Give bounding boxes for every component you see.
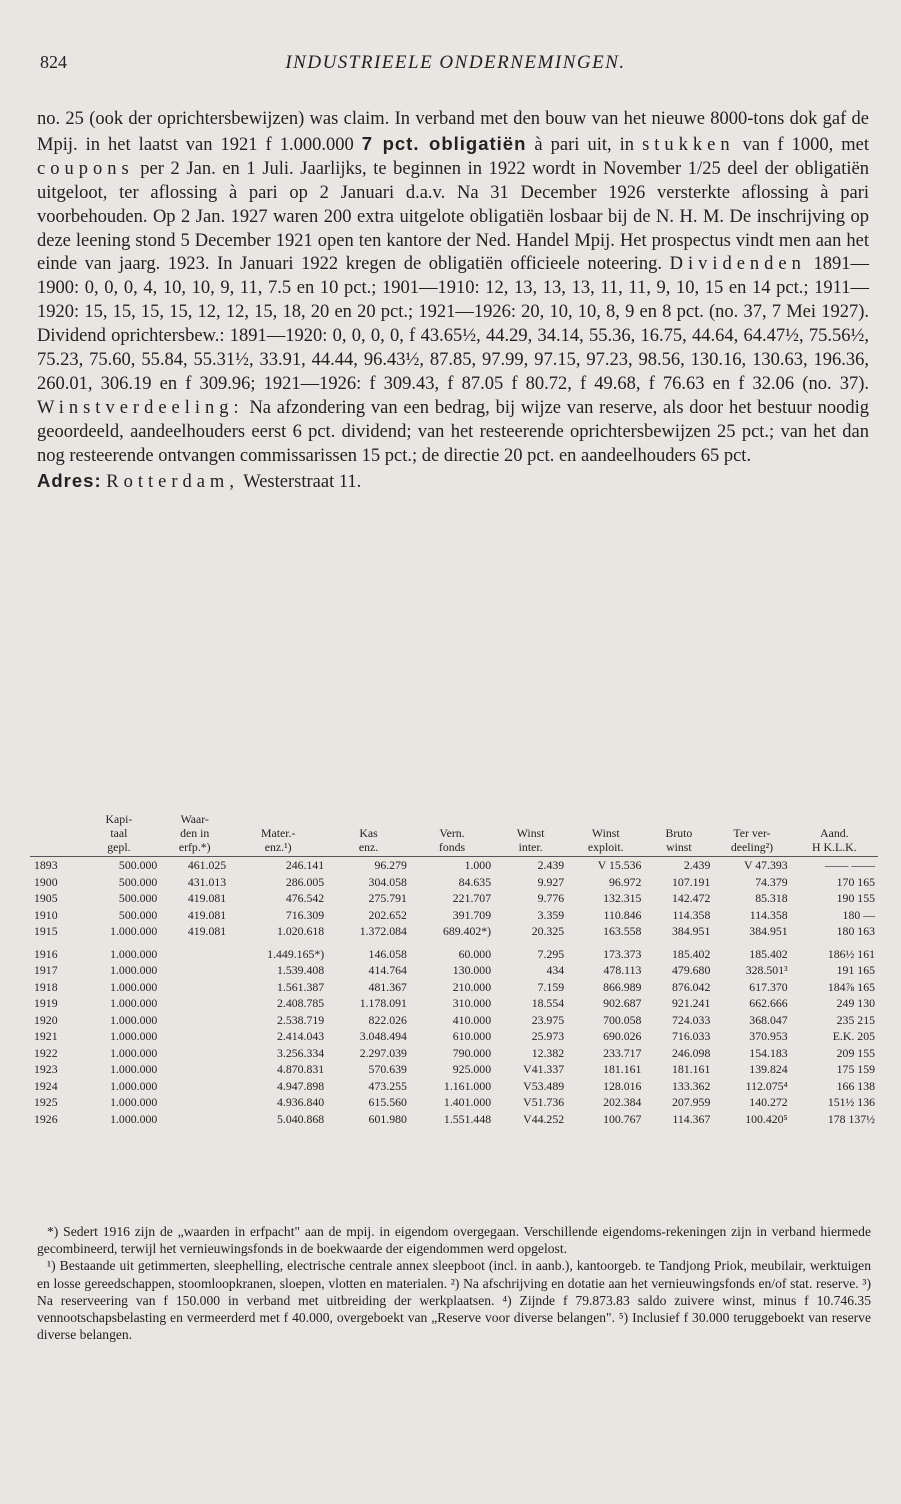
text-segment: per 2 Jan. en 1 Juli. Jaarlijks, te beginnen in 1922 wordt in November 1/25 deel der obligatiën uitgeloot, ter aflossing à pari op 2 Januari d.a.v. Na 31 December 1926 versterkte aflossing à pari voorbehouden. Op 2 Jan. 1927 waren 200 extra uitgelote obligatiën losbaar bij de N. H. M. De inschrijving op deze leening stond 5 December 1921 open ten kantore der Ned. Handel Mpij. Het prospectus vindt men aan het einde van jaarg. 1923. In Januari 1922 kregen de obligatiën officieele noteering. bbox=[37, 158, 869, 275]
table-cell: 700.058 bbox=[603, 1012, 642, 1027]
table-cell: 100.767 bbox=[603, 1111, 642, 1126]
column-header: H K.L.K. bbox=[791, 840, 878, 857]
table-cell: 178 137½ bbox=[827, 1111, 875, 1126]
table-cell bbox=[160, 995, 229, 1012]
table-cell: 419.081 bbox=[187, 891, 227, 906]
table-cell: 207.959 bbox=[672, 1095, 711, 1110]
table-cell: 112.075⁴ bbox=[745, 1078, 788, 1093]
table-cell bbox=[160, 1078, 229, 1095]
table-cell: 500.000 bbox=[118, 907, 158, 922]
table-row bbox=[30, 979, 878, 996]
table-cell: 107.191 bbox=[672, 874, 711, 889]
column-header: Winst bbox=[591, 826, 620, 840]
table-cell: 210.000 bbox=[452, 979, 492, 994]
column-header: Kapi- bbox=[105, 812, 133, 826]
table-cell: 790.000 bbox=[452, 1045, 492, 1060]
address-city: Rotterdam, bbox=[106, 471, 239, 492]
year-cell: 1920 bbox=[34, 1012, 58, 1027]
table-cell: 689.402*) bbox=[442, 924, 492, 939]
table-cell: 190 155 bbox=[836, 891, 875, 906]
table-cell: 1.000.000 bbox=[110, 1111, 158, 1126]
table-cell: 866.989 bbox=[603, 979, 642, 994]
footnotes bbox=[37, 1223, 871, 1343]
table-cell: 154.183 bbox=[749, 1045, 788, 1060]
table-cell: 7.159 bbox=[537, 979, 565, 994]
text-segment: 1891—1900: 0, 0, 0, 4, 10, 10, 9, 11, 7.5 en 10 pct.; 1901—1910: 12, 13, 13, 13, 11, 11, 9, 10, 15 en 14 pct.; 1911—1920: 15, 15, 15, 15, 12, 12, 15, 18, 20 en 20 pct.; 1921—1926: 20, 10, 10, 8, 9 en 8 pct. (no. 37, 7 Mei 1927). Dividend oprichtersbew.: 1891—1920: 0, 0, 0, 0, f 43.65½, 44.29, 34.14, 55.36, 16.75, 44.64, 64.47½, 75.56½, 75.23, 75.60, 55.84, 55.31½, 33.91, 44.44, 96.43½, 87.85, 97.99, 97.15, 97.23, 98.56, 130.16, 130.63, 196.36, 260.01, 306.19 en f 309.96; 1921—1926: f 309.43, f 87.05 f 80.72, f 49.68, f 76.63 en f 32.06 (no. 37). bbox=[37, 254, 869, 394]
table-header-row bbox=[30, 812, 878, 826]
footnote: *) Sedert 1916 zijn de „waarden in erfpacht" aan de mpij. in eigendom overgegaan. Verschillende eigendoms-rekeningen zijn in verband hiermede gecombineerd, terwijl het vernieuwingsfonds in de boekwaarde der eigendommen werd opgelost. bbox=[37, 1224, 871, 1257]
table-header bbox=[30, 812, 878, 857]
table-cell: 3.359 bbox=[537, 907, 565, 922]
table-header-row bbox=[30, 840, 878, 857]
table-cell: 419.081 bbox=[187, 907, 227, 922]
column-header bbox=[791, 812, 878, 826]
table-cell: 142.472 bbox=[672, 891, 711, 906]
table-cell: 1.000.000 bbox=[110, 1012, 158, 1027]
address-line bbox=[37, 469, 869, 495]
column-header bbox=[327, 812, 410, 826]
table-cell: 479.680 bbox=[672, 963, 711, 978]
table-cell: 481.367 bbox=[368, 979, 407, 994]
table-cell: 235 215 bbox=[836, 1012, 875, 1027]
table-cell: 128.016 bbox=[603, 1078, 642, 1093]
table-cell: 180 — bbox=[842, 907, 875, 922]
table-cell: 60.000 bbox=[458, 946, 492, 961]
table-cell: 473.255 bbox=[368, 1078, 407, 1093]
table-cell: —— —— bbox=[824, 858, 875, 873]
table-cell: 1.000.000 bbox=[110, 963, 158, 978]
table-cell: 233.717 bbox=[603, 1045, 642, 1060]
table-cell: 2.408.785 bbox=[277, 996, 325, 1011]
table-cell: 1.401.000 bbox=[443, 1095, 492, 1110]
table-cell: V41.337 bbox=[523, 1062, 565, 1077]
year-cell: 1917 bbox=[34, 963, 58, 978]
table-row bbox=[30, 1094, 878, 1111]
table-cell: 2.297.039 bbox=[359, 1045, 407, 1060]
table-cell: 180 163 bbox=[836, 924, 875, 939]
year-cell: 1923 bbox=[34, 1062, 58, 1077]
table-cell: 601.980 bbox=[368, 1111, 407, 1126]
table-cell: 304.058 bbox=[368, 874, 407, 889]
winstverdeeling-heading: Winstverdeeling: bbox=[37, 397, 244, 418]
table-cell: 139.824 bbox=[749, 1062, 788, 1077]
table-cell: 384.951 bbox=[672, 924, 711, 939]
table-cell: 133.362 bbox=[672, 1078, 711, 1093]
table-cell bbox=[160, 1094, 229, 1111]
table-cell: 173.373 bbox=[603, 946, 642, 961]
column-header bbox=[229, 812, 327, 826]
table-cell: 1.372.084 bbox=[359, 924, 407, 939]
table-cell: 1.000.000 bbox=[110, 1062, 158, 1077]
table-row bbox=[30, 962, 878, 979]
page-header bbox=[40, 52, 871, 82]
table-cell: 1.000.000 bbox=[110, 1029, 158, 1044]
table-cell: 3.256.334 bbox=[277, 1045, 325, 1060]
table-cell: 391.709 bbox=[452, 907, 492, 922]
column-header: enz.¹) bbox=[229, 840, 327, 857]
table-cell: 18.554 bbox=[531, 996, 565, 1011]
table-row bbox=[30, 1078, 878, 1095]
column-header bbox=[644, 812, 713, 826]
table-cell: 181.161 bbox=[603, 1062, 642, 1077]
column-header bbox=[567, 812, 644, 826]
text-segment: Na afzondering van een bedrag, bij wijze van reserve, als door het bestuur noodig geoordeeld, aandeelhouders eerst 6 pct. dividend; van het resteerende oprichtersbewijzen 25 pct.; van het dan nog resteerende ontvangen commissarissen 15 pct.; de directie 20 pct. en aandeelhouders 65 pct. bbox=[37, 397, 869, 466]
column-header: Winst bbox=[516, 826, 545, 840]
table-cell: 12.382 bbox=[531, 1045, 565, 1060]
table-cell: V51.736 bbox=[523, 1095, 565, 1110]
table-row bbox=[30, 1061, 878, 1078]
table-cell: 478.113 bbox=[603, 963, 642, 978]
dividenden-heading: Dividenden bbox=[669, 254, 806, 275]
table-row bbox=[30, 857, 878, 874]
table-cell: 186½ 161 bbox=[827, 946, 875, 961]
column-header: exploit. bbox=[567, 840, 644, 857]
address-street: Westerstraat 11. bbox=[238, 471, 362, 492]
table-cell: 431.013 bbox=[187, 874, 227, 889]
table-cell: 202.384 bbox=[603, 1095, 642, 1110]
year-cell: 1910 bbox=[34, 907, 58, 922]
table-cell: 610.000 bbox=[452, 1029, 492, 1044]
table-cell: E.K. 205 bbox=[832, 1029, 875, 1044]
table-cell: 921.241 bbox=[672, 996, 711, 1011]
table-cell: 166 138 bbox=[836, 1078, 875, 1093]
column-header: taal bbox=[110, 826, 128, 840]
column-header: den in bbox=[180, 826, 210, 840]
year-cell: 1918 bbox=[34, 979, 58, 994]
table-cell: 414.764 bbox=[368, 963, 407, 978]
table-cell: 370.953 bbox=[749, 1029, 788, 1044]
table-cell: 410.000 bbox=[452, 1012, 492, 1027]
table-cell: 4.947.898 bbox=[277, 1078, 325, 1093]
column-header: winst bbox=[644, 840, 713, 857]
year-cell: 1922 bbox=[34, 1045, 58, 1060]
table-cell: 185.402 bbox=[749, 946, 788, 961]
table-cell: 2.414.043 bbox=[277, 1029, 325, 1044]
table-cell: 328.501³ bbox=[745, 963, 788, 978]
table-cell: 23.975 bbox=[531, 1012, 565, 1027]
table-cell bbox=[160, 1111, 229, 1128]
column-header: Vern. bbox=[439, 826, 465, 840]
column-header: Ter ver- bbox=[733, 826, 771, 840]
table-cell: 130.000 bbox=[452, 963, 492, 978]
table-cell: 114.367 bbox=[672, 1111, 711, 1126]
table-cell: 249 130 bbox=[836, 996, 875, 1011]
column-header: Waar- bbox=[180, 812, 209, 826]
table-cell: 209 155 bbox=[836, 1045, 875, 1060]
text-segment: à pari uit, in bbox=[526, 134, 643, 155]
table-cell: 500.000 bbox=[118, 891, 158, 906]
table-row bbox=[30, 874, 878, 891]
table-cell: 461.025 bbox=[187, 858, 227, 873]
table-cell: 110.846 bbox=[603, 907, 642, 922]
table-cell: 1.539.408 bbox=[277, 963, 325, 978]
year-cell: 1900 bbox=[34, 874, 58, 889]
table-cell: 617.370 bbox=[749, 979, 788, 994]
table-cell: 96.279 bbox=[374, 858, 407, 873]
table-cell: 1.020.618 bbox=[277, 924, 325, 939]
body-paragraph bbox=[37, 108, 869, 469]
year-cell: 1919 bbox=[34, 996, 58, 1011]
table-cell: 151½ 136 bbox=[827, 1095, 875, 1110]
table-cell: 310.000 bbox=[452, 996, 492, 1011]
table-row bbox=[30, 1012, 878, 1029]
running-title: INDUSTRIEELE ONDERNEMINGEN. bbox=[285, 52, 626, 73]
year-cell: 1926 bbox=[34, 1111, 58, 1126]
table-cell: 615.560 bbox=[368, 1095, 407, 1110]
table-cell: 114.358 bbox=[749, 907, 788, 922]
table-body bbox=[30, 857, 878, 1128]
table-cell: 185.402 bbox=[672, 946, 711, 961]
table-cell bbox=[160, 940, 229, 963]
table-cell bbox=[160, 962, 229, 979]
table-cell: 500.000 bbox=[118, 874, 158, 889]
table-cell: 1.000 bbox=[464, 858, 492, 873]
table-row bbox=[30, 923, 878, 940]
column-header: gepl. bbox=[78, 840, 161, 857]
year-cell: 1924 bbox=[34, 1078, 58, 1093]
table-cell: 286.005 bbox=[285, 874, 325, 889]
table-cell: V 15.536 bbox=[597, 858, 642, 873]
table-cell: 384.951 bbox=[749, 924, 788, 939]
table-row bbox=[30, 907, 878, 924]
table-cell: 570.639 bbox=[368, 1062, 407, 1077]
table-cell: V44.252 bbox=[523, 1111, 565, 1126]
column-header bbox=[30, 826, 78, 840]
table-cell: 5.040.868 bbox=[277, 1111, 325, 1126]
table-cell: 4.870.831 bbox=[277, 1062, 325, 1077]
table-cell bbox=[160, 1045, 229, 1062]
table-cell: 114.358 bbox=[672, 907, 711, 922]
table-cell: 3.048.494 bbox=[359, 1029, 407, 1044]
table-cell: 1.161.000 bbox=[443, 1078, 492, 1093]
table-cell: 246.141 bbox=[285, 858, 325, 873]
table-cell: 1.000.000 bbox=[110, 924, 158, 939]
table-cell: 74.379 bbox=[755, 874, 788, 889]
coupons-term: coupons bbox=[37, 158, 134, 179]
table-row bbox=[30, 1045, 878, 1062]
table-cell: 181.161 bbox=[672, 1062, 711, 1077]
table-cell: 20.325 bbox=[531, 924, 565, 939]
table-cell: 1.000.000 bbox=[110, 1045, 158, 1060]
text-segment: no. 25 (ook der oprichtersbewijzen) was claim. In verband met den bouw van het nieuwe 8000-tons dok gaf de Mpij. in het laatst van 1921 f 1.000.000 bbox=[37, 109, 869, 155]
table-cell: 662.666 bbox=[749, 996, 788, 1011]
table-cell: 716.309 bbox=[285, 907, 325, 922]
column-header: inter. bbox=[494, 840, 567, 857]
column-header: fonds bbox=[410, 840, 494, 857]
table-cell: 1.449.165*) bbox=[267, 946, 325, 961]
financial-table bbox=[30, 812, 878, 1127]
table-cell: 191 165 bbox=[836, 963, 875, 978]
table-cell: 419.081 bbox=[187, 924, 227, 939]
column-header bbox=[30, 812, 78, 826]
table-cell: 368.047 bbox=[749, 1012, 788, 1027]
table-cell bbox=[160, 1012, 229, 1029]
table-cell: 175 159 bbox=[836, 1062, 875, 1077]
column-header: Aand. bbox=[820, 826, 849, 840]
table-cell: 246.098 bbox=[672, 1045, 711, 1060]
table-cell: 716.033 bbox=[672, 1029, 711, 1044]
table-cell: 100.420⁵ bbox=[745, 1111, 788, 1126]
table-cell: 1.000.000 bbox=[110, 1078, 158, 1093]
table-cell: 1.561.387 bbox=[277, 979, 325, 994]
table-cell: 876.042 bbox=[672, 979, 711, 994]
table-cell: 1.000.000 bbox=[110, 946, 158, 961]
year-cell: 1893 bbox=[34, 858, 58, 873]
table-cell: 822.026 bbox=[368, 1012, 407, 1027]
address-label: Adres: bbox=[37, 469, 102, 491]
table-cell: 2.439 bbox=[683, 858, 711, 873]
year-cell: 1915 bbox=[34, 924, 58, 939]
table-cell: 1.551.448 bbox=[443, 1111, 492, 1126]
table-cell: 84.635 bbox=[458, 874, 492, 889]
table-cell bbox=[160, 1028, 229, 1045]
table-cell: 724.033 bbox=[672, 1012, 711, 1027]
table-cell: 2.439 bbox=[537, 858, 565, 873]
column-header: Mater.- bbox=[260, 826, 296, 840]
column-header bbox=[713, 812, 790, 826]
table-cell: 9.927 bbox=[537, 874, 565, 889]
year-cell: 1921 bbox=[34, 1029, 58, 1044]
table-cell: 140.272 bbox=[749, 1095, 788, 1110]
table-row bbox=[30, 1028, 878, 1045]
table-row bbox=[30, 890, 878, 907]
year-cell: 1916 bbox=[34, 946, 58, 961]
table-cell: 476.542 bbox=[285, 891, 325, 906]
column-header: erfp.*) bbox=[160, 840, 229, 857]
column-header bbox=[494, 812, 567, 826]
table-cell: 434 bbox=[546, 963, 565, 978]
obligations-label: 7 pct. obligatiën bbox=[361, 132, 527, 154]
table-cell: 500.000 bbox=[118, 858, 158, 873]
table-row bbox=[30, 1111, 878, 1128]
table-cell: 9.776 bbox=[537, 891, 565, 906]
column-header: enz. bbox=[327, 840, 410, 857]
table-cell bbox=[160, 1061, 229, 1078]
column-header bbox=[410, 812, 494, 826]
column-header: deeling²) bbox=[713, 840, 790, 857]
body-text bbox=[37, 108, 869, 495]
table-cell: 202.652 bbox=[368, 907, 407, 922]
table-cell: 925.000 bbox=[452, 1062, 492, 1077]
table-cell: 4.936.840 bbox=[277, 1095, 325, 1110]
text-segment: van f 1000, met bbox=[734, 134, 869, 155]
year-cell: 1925 bbox=[34, 1095, 58, 1110]
table-cell: V 47.393 bbox=[743, 858, 788, 873]
table-cell: 2.538.719 bbox=[277, 1012, 325, 1027]
table-header-row bbox=[30, 826, 878, 840]
table-cell: 1.178.091 bbox=[359, 996, 407, 1011]
column-header: Kas bbox=[359, 826, 378, 840]
table-cell: 163.558 bbox=[603, 924, 642, 939]
table-row bbox=[30, 995, 878, 1012]
column-header: Bruto bbox=[665, 826, 693, 840]
table-row bbox=[30, 940, 878, 963]
table-cell: 7.295 bbox=[537, 946, 565, 961]
table-cell: 1.000.000 bbox=[110, 979, 158, 994]
table-cell: 170 165 bbox=[836, 874, 875, 889]
table-cell: 25.973 bbox=[531, 1029, 565, 1044]
table-cell: 96.972 bbox=[608, 874, 642, 889]
table-cell: 1.000.000 bbox=[110, 996, 158, 1011]
table-cell: 1.000.000 bbox=[110, 1095, 158, 1110]
year-cell: 1905 bbox=[34, 891, 58, 906]
table-cell: 85.318 bbox=[755, 891, 788, 906]
table-cell: 146.058 bbox=[368, 946, 407, 961]
table-cell bbox=[160, 979, 229, 996]
table-cell: 132.315 bbox=[603, 891, 642, 906]
table-cell: 690.026 bbox=[603, 1029, 642, 1044]
table-cell: V53.489 bbox=[523, 1078, 565, 1093]
page-number: 824 bbox=[40, 52, 67, 72]
column-header bbox=[30, 840, 78, 857]
footnote: ¹) Bestaande uit getimmerten, sleephelling, electrische centrale annex sleepboot (incl. in aanb.), kantoorgeb. te Tandjong Priok, meubilair, werktuigen en losse gereedschappen, stoomloopkranen, sloepen, vlotten en materialen. ²) Na afschrijving en dotatie aan het vernieuwingsfonds en/of stat. reserve. ³) Na reserveering van f 150.000 in verband met uitbreiding der werkplaatsen. ⁴) Zijnde f 79.873.83 saldo zuivere winst, minus f 10.746.35 vennootschapsbelasting en vermeerderd met f 40.000, overgeboekt van „Reserve voor diverse belangen". ⁵) Inclusief f 30.000 teruggeboekt van reserve diverse belangen. bbox=[37, 1258, 871, 1343]
table-cell: 902.687 bbox=[603, 996, 642, 1011]
table-cell: 221.707 bbox=[452, 891, 492, 906]
table-cell: 184⅞ 165 bbox=[827, 979, 875, 994]
table-cell: 275.791 bbox=[368, 891, 407, 906]
stukken-term: stukken bbox=[642, 134, 735, 155]
